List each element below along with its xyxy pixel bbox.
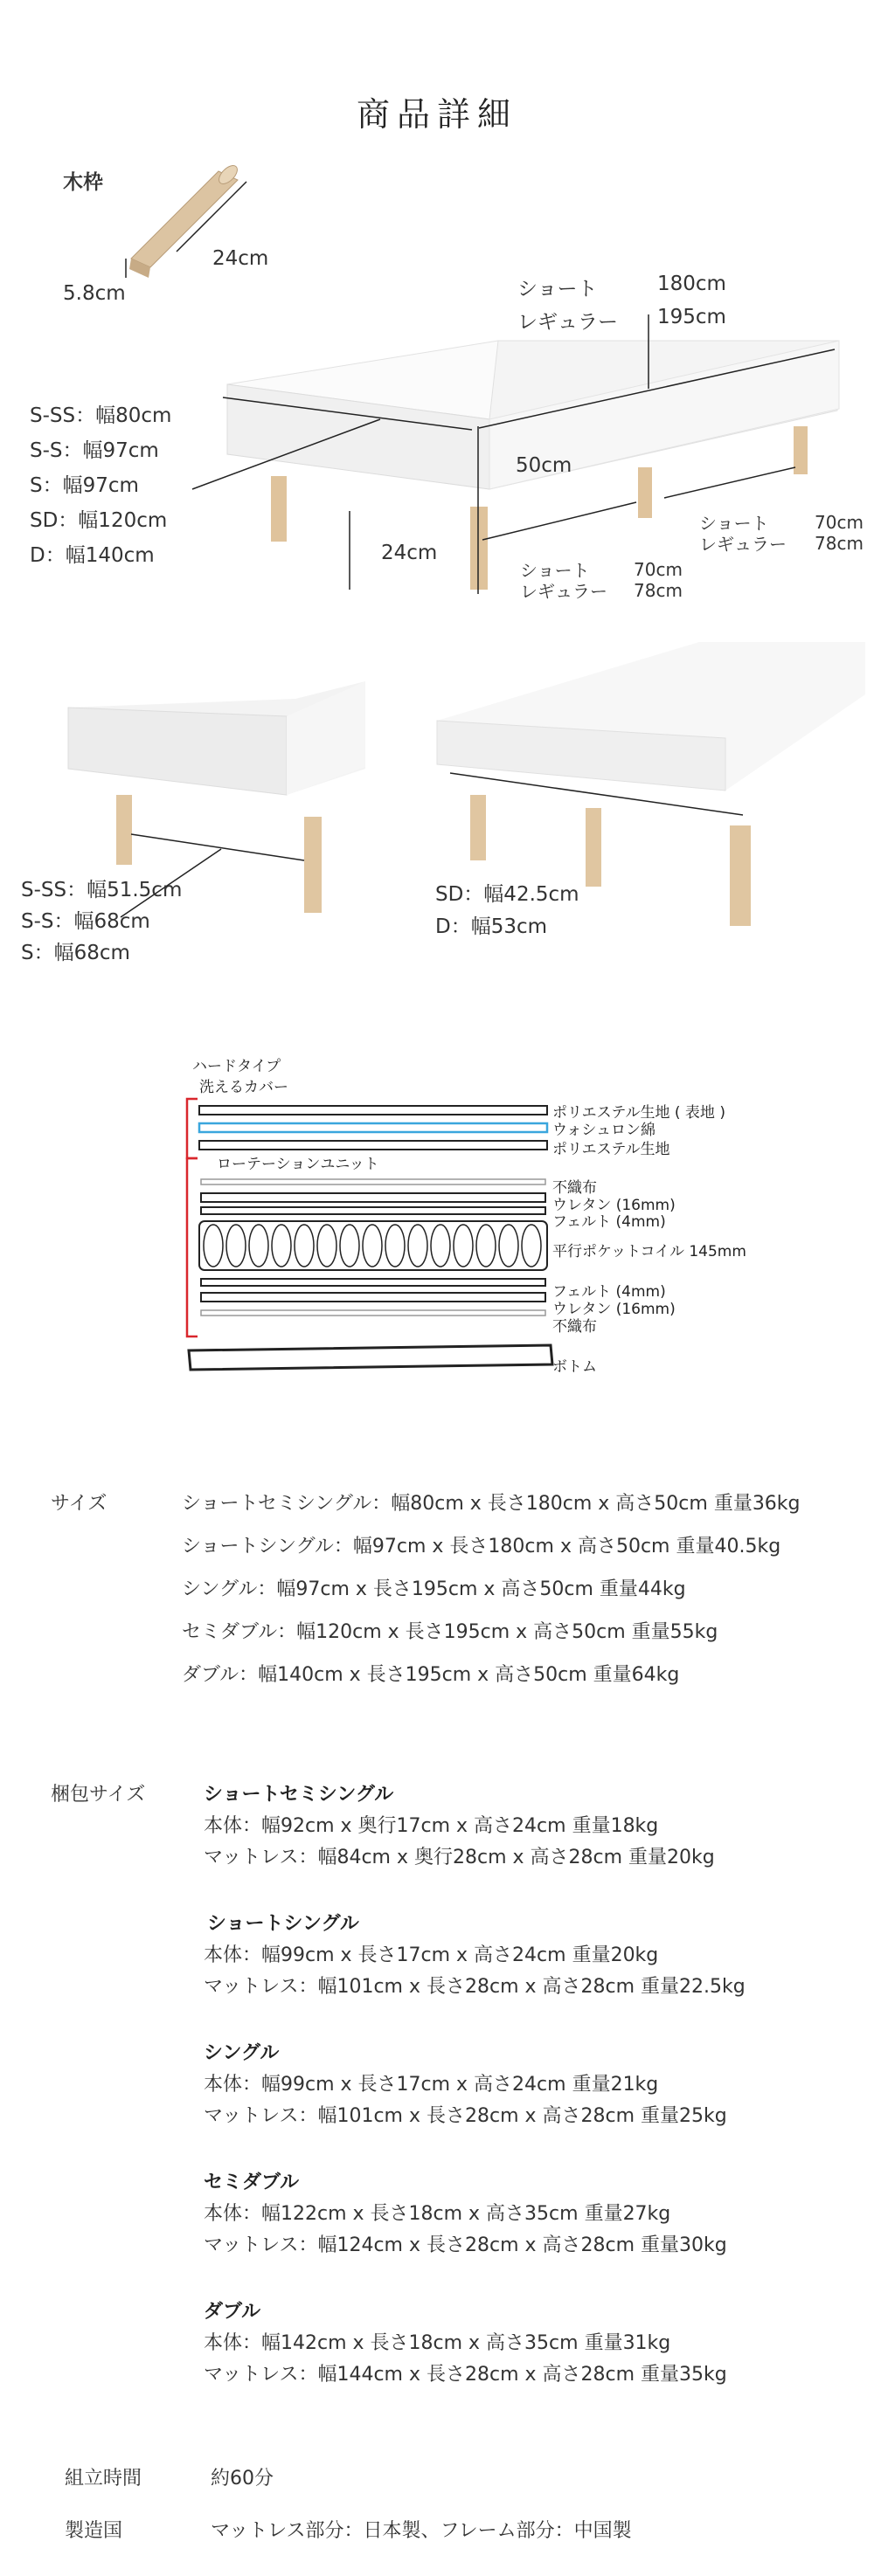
cover-layer-label: ポリエステル生地 (552, 1141, 670, 1158)
cover-group-label: 洗えるカバー (199, 1079, 288, 1096)
package-line: マットレス：幅124cm x 長さ28cm x 高さ28cm 重量30kg (204, 2234, 727, 2256)
unit-layer-label: フェルト (4mm) (552, 1213, 666, 1231)
closeup-right-label: D：幅53cm (435, 915, 548, 938)
size-section-label: サイズ (51, 1493, 108, 1515)
length-short-value: 180cm (657, 273, 726, 295)
package-line: 本体：幅92cm x 奥行17cm x 高さ24cm 重量18kg (204, 1815, 659, 1837)
origin-label: 製造国 (65, 2520, 123, 2542)
size-row: シングル：幅97cm x 長さ195cm x 高さ50cm 重量44kg (182, 1578, 686, 1600)
package-line: マットレス：幅101cm x 長さ28cm x 高さ28cm 重量22.5kg (204, 1976, 746, 1998)
frame-heading: 木枠 (63, 171, 103, 194)
unit-layer-label: 平行ポケットコイル 145mm (552, 1243, 746, 1260)
leg-span-side-short-name: ショート (699, 513, 769, 534)
package-line: 本体：幅142cm x 長さ18cm x 高さ35cm 重量31kg (204, 2332, 671, 2354)
unit-layer-label: 不織布 (552, 1318, 597, 1336)
package-line: マットレス：幅101cm x 長さ28cm x 高さ28cm 重量25kg (204, 2105, 727, 2127)
closeup-left-label: S-SS：幅51.5cm (21, 879, 183, 901)
size-row: セミダブル：幅120cm x 長さ195cm x 高さ50cm 重量55kg (182, 1621, 718, 1643)
package-group-heading: セミダブル (204, 2172, 300, 2193)
layer-structure-diagram (175, 1074, 559, 1406)
leg-span-front-regular-name: レギュラー (520, 581, 607, 602)
frame-thickness-label: 5.8cm (63, 282, 126, 305)
leg-span-front-short-value: 70cm (634, 559, 683, 580)
size-row: ショートセミシングル：幅80cm x 長さ180cm x 高さ50cm 重量36kg (182, 1493, 801, 1515)
size-row: ダブル：幅140cm x 長さ195cm x 高さ50cm 重量64kg (182, 1664, 680, 1686)
width-label: SD：幅120cm (30, 509, 168, 532)
leg-span-side-regular-value: 78cm (815, 533, 864, 554)
assembly-value: 約60分 (211, 2468, 274, 2490)
origin-value: マットレス部分：日本製、フレーム部分：中国製 (211, 2520, 632, 2542)
cover-layer-label: ポリエステル生地 ( 表地 ) (552, 1104, 725, 1122)
package-section-label: 梱包サイズ (51, 1784, 146, 1806)
leg-height-label: 24cm (381, 542, 438, 564)
width-label: S：幅97cm (30, 474, 139, 497)
package-line: 本体：幅122cm x 長さ18cm x 高さ35cm 重量27kg (204, 2203, 671, 2225)
cover-layer-label: ウォシュロン綿 (552, 1122, 656, 1139)
width-label: D：幅140cm (30, 544, 155, 567)
unit-layer-label: 不織布 (552, 1179, 597, 1197)
leg-span-side-short-value: 70cm (815, 512, 864, 533)
page-title: 商品詳細 (356, 95, 517, 134)
unit-layer-label: ウレタン (16mm) (552, 1197, 676, 1214)
closeup-right-label: SD：幅42.5cm (435, 883, 579, 906)
bottom-layer-label: ボトム (552, 1358, 597, 1376)
length-short-name: ショート (517, 278, 598, 300)
leg-span-front-regular-value: 78cm (634, 580, 683, 601)
length-regular-value: 195cm (657, 306, 726, 328)
leg-span-side-regular-name: レギュラー (699, 534, 787, 555)
width-label: S-SS：幅80cm (30, 404, 172, 427)
package-line: 本体：幅99cm x 長さ17cm x 高さ24cm 重量20kg (204, 1944, 659, 1966)
width-label: S-S：幅97cm (30, 439, 159, 462)
frame-length-label: 24cm (212, 247, 269, 270)
leg-span-front-short-name: ショート (520, 560, 590, 581)
length-regular-name: レギュラー (517, 311, 618, 334)
package-group-heading: ショートセミシングル (204, 1784, 394, 1806)
assembly-label: 組立時間 (65, 2468, 142, 2490)
size-row: ショートシングル：幅97cm x 長さ180cm x 高さ50cm 重量40.5kg (182, 1536, 781, 1557)
package-group-heading: ショートシングル (207, 1913, 359, 1935)
unit-layer-label: ウレタン (16mm) (552, 1301, 676, 1318)
closeup-left-label: S-S：幅68cm (21, 910, 150, 933)
height-total-label: 50cm (516, 454, 572, 477)
layer-type-label: ハードタイプ (192, 1058, 281, 1075)
unit-layer-label: フェルト (4mm) (552, 1283, 666, 1301)
package-group-heading: シングル (204, 2042, 280, 2064)
unit-group-label: ローテーションユニット (217, 1156, 379, 1173)
package-line: マットレス：幅84cm x 奥行28cm x 高さ28cm 重量20kg (204, 1847, 715, 1868)
package-line: マットレス：幅144cm x 長さ28cm x 高さ28cm 重量35kg (204, 2364, 727, 2386)
package-line: 本体：幅99cm x 長さ17cm x 高さ24cm 重量21kg (204, 2074, 659, 2096)
package-group-heading: ダブル (204, 2301, 261, 2323)
closeup-left-label: S：幅68cm (21, 942, 130, 964)
